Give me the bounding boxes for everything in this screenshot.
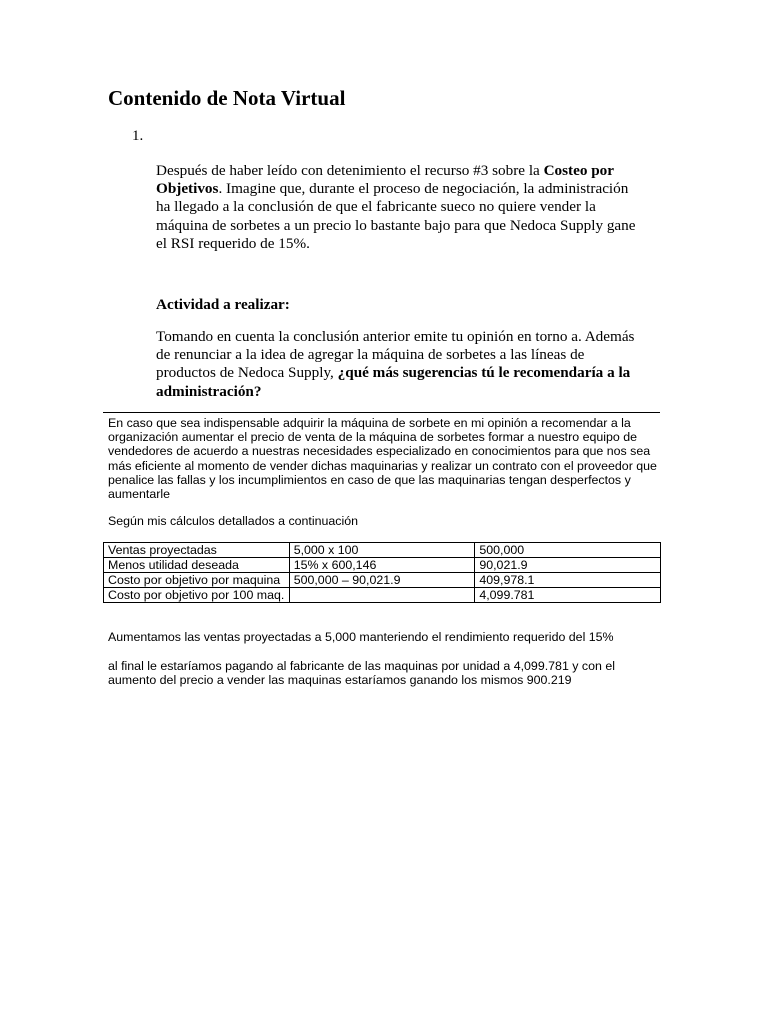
table-row <box>104 543 661 558</box>
conclusion-paragraph: al final le estaríamos pagando al fabricante de las maquinas por unidad a 4,099.781 y con el aumento del precio a vender las maquinas estaríamos ganando los mismos 900.219 <box>108 659 615 688</box>
table-cell: 409,978.1 <box>475 573 661 588</box>
table-cell: 500,000 <box>475 543 661 558</box>
intro-text-2: . Imagine que, durante el proceso de negociación, la administración ha llegado a la conclusión de que el fabricante sueco no quiere vender la máquina de sorbetes a un precio lo bastante bajo para que Nedoca Supply gane el RSI requerido de 15%. <box>156 180 636 252</box>
intro-bold-term: Costeo por Objetivos <box>156 162 614 198</box>
activity-text-1: Tomando en cuenta la conclusión anterior emite tu opinión en torno a. Además de renunciar a la idea de agregar la máquina de sorbetes a las líneas de productos de Nedoca Supply, <box>156 328 635 382</box>
activity-paragraph <box>156 328 636 401</box>
intro-paragraph <box>156 162 636 253</box>
activity-question: ¿qué más sugerencias tú le recomendaría a la administración? <box>156 364 631 400</box>
answer-paragraph: En caso que sea indispensable adquirir la máquina de sorbete en mi opinión a recomendar a la organización aumentar el precio de venta de la máquina de sorbetes formar a nuestro equipo de vendedores de acuerdo a nuestras necesidades especializado en conocimientos para que nos sea más eficiente al momento de vender dichas maquinarias y realizar un contrato con el proveedor que penalice las fallas y los incumplimientos en caso de que las maquinarias tengan desperfectos y aumentarle <box>108 416 657 502</box>
table-cell: 90,021.9 <box>475 558 661 573</box>
table-cell: 500,000 – 90,021.9 <box>289 573 475 588</box>
table-row <box>104 558 661 573</box>
activity-heading: Actividad a realizar: <box>156 296 290 313</box>
intro-text-1: Después de haber leído con detenimiento el recurso #3 sobre la <box>156 162 544 179</box>
table-cell <box>289 588 475 603</box>
page-title: Contenido de Nota Virtual <box>108 86 346 110</box>
after-table-note: Aumentamos las ventas proyectadas a 5,000 manteriendo el rendimiento requerido del 15% <box>108 630 614 644</box>
calc-table <box>103 542 661 603</box>
table-cell: Costo por objetivo por 100 maq. <box>104 588 290 603</box>
table-row <box>104 588 661 603</box>
table-cell: 5,000 x 100 <box>289 543 475 558</box>
table-row <box>104 573 661 588</box>
list-number: 1. <box>132 128 144 144</box>
table-cell: Costo por objetivo por maquina <box>104 573 290 588</box>
section-divider <box>103 412 660 413</box>
calc-intro: Según mis cálculos detallados a continuación <box>108 514 359 528</box>
table-cell: Menos utilidad deseada <box>104 558 290 573</box>
table-cell: 4,099.781 <box>475 588 661 603</box>
table-cell: 15% x 600,146 <box>289 558 475 573</box>
table-cell: Ventas proyectadas <box>104 543 290 558</box>
